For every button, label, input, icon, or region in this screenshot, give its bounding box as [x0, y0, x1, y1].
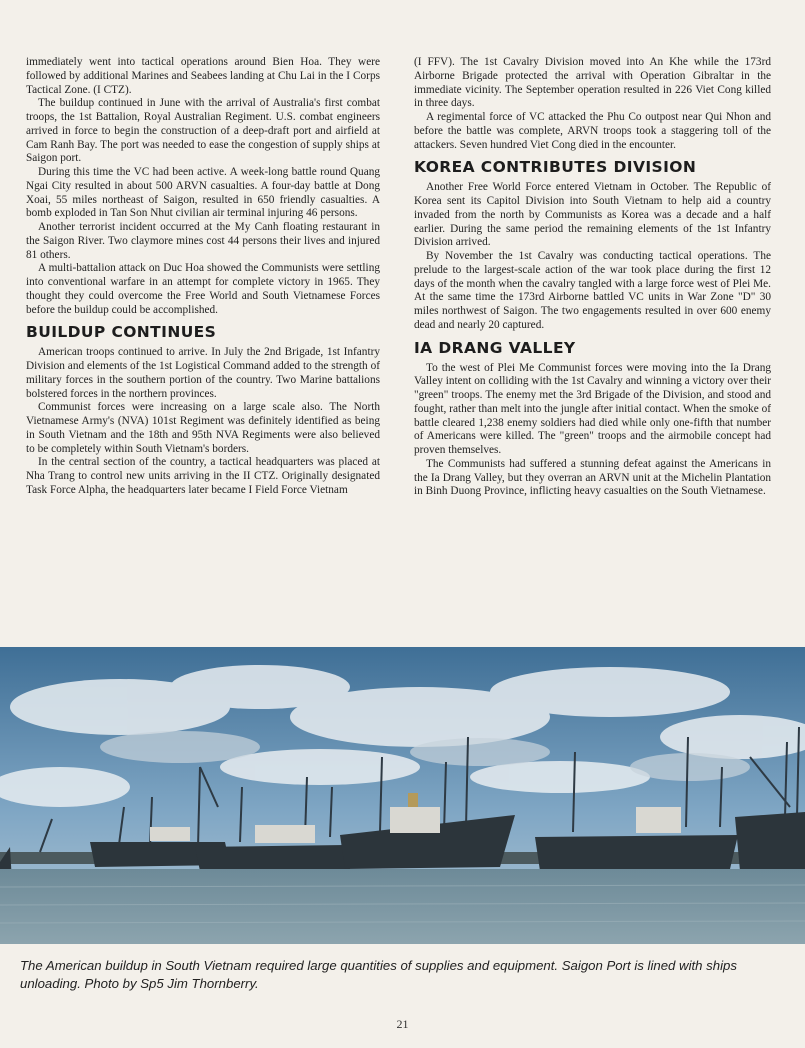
paragraph: (I FFV). The 1st Cavalry Division moved into An Khe while the 173rd Airborne Brigade protected the arrival with Operation Gibraltar in the immediate vicinity. The September operation resulted in 226 Viet Cong killed in three days. [414, 56, 771, 110]
paragraph: American troops continued to arrive. In July the 2nd Brigade, 1st Infantry Division and elements of the 1st Logistical Command added to the strength of military forces in the southern portion of the country. Two Marine battalions bolstered forces in the northern provinces. [26, 346, 380, 400]
paragraph: Communist forces were increasing on a large scale also. The North Vietnamese Army's (NVA) 101st Regiment was definitely identified as being in South Vietnam and the 18th and 95th NVA Regiments were also believed to be completely within South Vietnam's borders. [26, 401, 380, 455]
left-column [26, 56, 380, 498]
section-heading-buildup-continues: BUILDUP CONTINUES [26, 323, 217, 342]
harbor-photo [0, 647, 805, 944]
paragraph: By November the 1st Cavalry was conducting tactical operations. The prelude to the largest-scale action of the war took place during the first 12 days of the month when the cavalry tangled with a large force west of Plei Me. At the same time the 173rd Airborne battled VC units in War Zone "D" 30 miles northwest of Saigon. The two engagements resulted in over 600 enemy dead and nearly 20 captured. [414, 250, 771, 331]
photo-caption: The American buildup in South Vietnam required large quantities of supplies and equipment. Saigon Port is lined with ships unloading. Photo by Sp5 Jim Thornberry. [20, 958, 737, 991]
paragraph: Another Free World Force entered Vietnam in October. The Republic of Korea sent its Capitol Division into South Vietnam to help aid a country invaded from the north by Communists as Korea was a decade and a half earlier. During the same period the remaining elements of the 1st Infantry Division arrived. [414, 181, 771, 249]
paragraph: immediately went into tactical operations around Bien Hoa. They were followed by additional Marines and Seabees landing at Chu Lai in the I Corps Tactical Zone. (I CTZ). [26, 56, 380, 96]
section-heading-ia-drang: IA DRANG VALLEY [414, 338, 576, 357]
paragraph: In the central section of the country, a tactical headquarters was placed at Nha Trang to control new units arriving in the II CTZ. Originally designated Task Force Alpha, the headquarters later became I Field Force Vietnam [26, 456, 380, 496]
paragraph: During this time the VC had been active. A week-long battle round Quang Ngai City resulted in about 500 ARVN casualties. A four-day battle at Dong Xoai, 55 miles northeast of Saigon, resulted in 650 friendly casualties. A bomb exploded in Tan Son Nhut civilian air terminal injuring 46 persons. [26, 166, 380, 220]
right-column [414, 56, 771, 499]
paragraph: To the west of Plei Me Communist forces were moving into the Ia Drang Valley intent on colliding with the 1st Cavalry and winning a victory over their "green" troops. The enemy met the 3rd Brigade of the Division, and stood and fought, rather than melt into the jungle after initial contact. When the smoke of battle cleared 1,238 enemy soldiers had died while only one-fifth that number of Americans were killed. The "green" troops and the airmobile concept had proven themselves. [414, 361, 771, 456]
paragraph: A multi-battalion attack on Duc Hoa showed the Communists were settling into conventional warfare in an attempt for complete victory in 1965. They thought they could overcome the Free World and South Vietnamese Forces before the buildup could be accomplished. [26, 262, 380, 316]
paragraph: Another terrorist incident occurred at the My Canh floating restaurant in the Saigon River. Two claymore mines cost 44 persons their lives and injured 81 others. [26, 221, 380, 261]
page-number: 21 [396, 1017, 409, 1031]
section-heading-korea: KOREA CONTRIBUTES DIVISION [414, 158, 697, 177]
paragraph: A regimental force of VC attacked the Phu Co outpost near Qui Nhon and before the battle was complete, ARVN troops took a staggering toll of the attackers. Seven hundred Viet Cong died in the encounter. [414, 111, 771, 151]
paragraph: The buildup continued in June with the arrival of Australia's first combat troops, the 1st Battalion, Royal Australian Regiment. U.S. combat engineers arrived in force to begin the construction of a deep-draft port and airfield at Cam Ranh Bay. The port was needed to ease the congestion of supply ships at Saigon port. [26, 97, 380, 165]
paragraph: The Communists had suffered a stunning defeat against the Americans in the Ia Drang Valley, but they overran an ARVN unit at the Michelin Plantation in Binh Duong Province, inflicting heavy casualties on the South Vietnamese. [414, 457, 771, 498]
